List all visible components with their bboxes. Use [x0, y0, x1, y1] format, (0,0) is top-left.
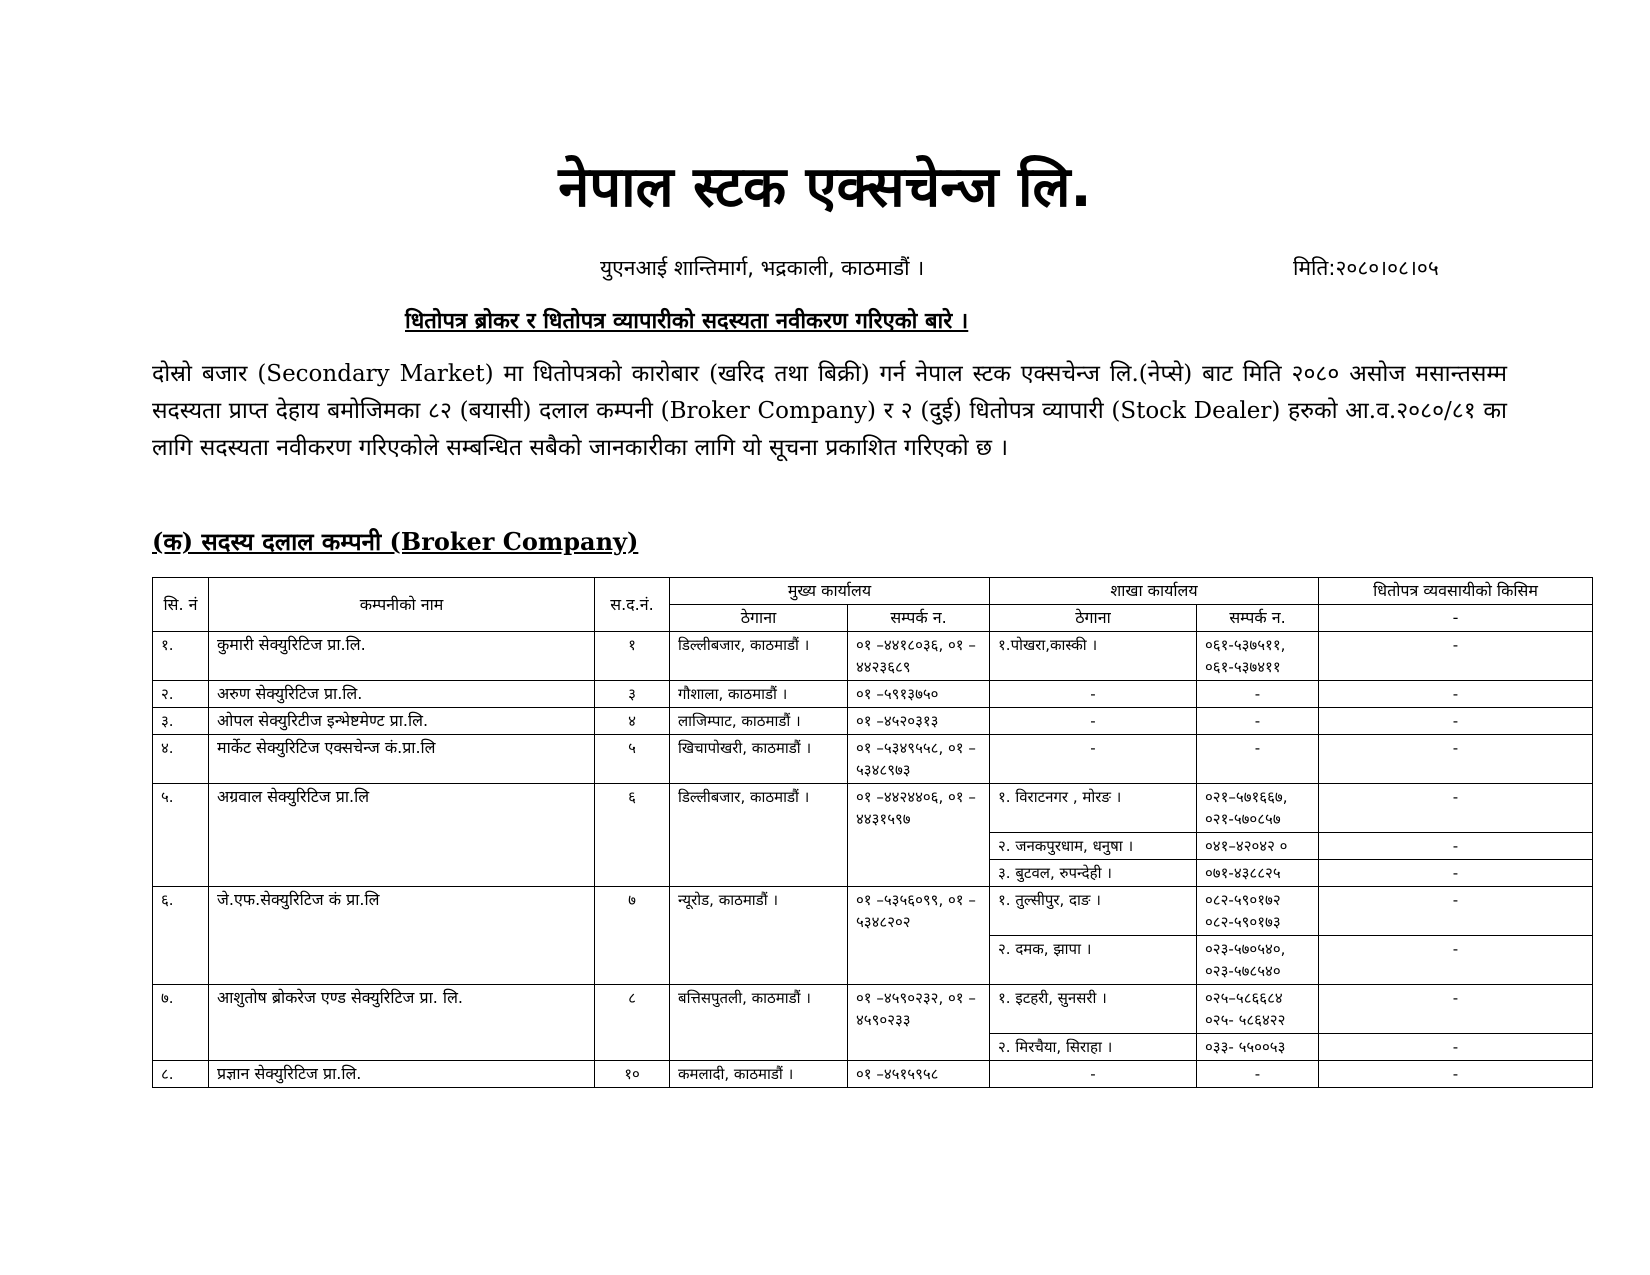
- cell-ho-address: लाजिम्पाट, काठमाडौं ।: [670, 708, 848, 735]
- cell-ho-contact: ०१ –४५१५९५८: [848, 1061, 990, 1088]
- cell-branch-contact: -: [1197, 1061, 1319, 1088]
- cell-branch-address: -: [990, 1061, 1197, 1088]
- cell-sn: १.: [153, 632, 209, 681]
- cell-sn: ८.: [153, 1061, 209, 1088]
- cell-branch-address: २. दमक, झापा ।: [990, 936, 1197, 985]
- cell-branch-contact: ०४१–४२०४२ ०: [1197, 833, 1319, 860]
- table-row: [153, 708, 1593, 735]
- table-row: [153, 681, 1593, 708]
- cell-business-type: -: [1319, 1034, 1593, 1061]
- cell-member-no: ३: [595, 681, 670, 708]
- cell-branch-address: -: [990, 681, 1197, 708]
- header-business-type: धितोपत्र व्यवसायीको किसिम: [1319, 578, 1593, 605]
- table-row: [153, 985, 1593, 1034]
- cell-branch-address: १. इटहरी, सुनसरी ।: [990, 985, 1197, 1034]
- cell-sn: ५.: [153, 784, 209, 887]
- cell-ho-contact: ०१ –५३५६०९९, ०१ –५३४८२०२: [848, 887, 990, 985]
- cell-business-type: -: [1319, 860, 1593, 887]
- cell-branch-address: १. विराटनगर , मोरङ ।: [990, 784, 1197, 833]
- notice-body: दोस्रो बजार (Secondary Market) मा धितोपत्रको कारोबार (खरिद तथा बिक्री) गर्न नेपाल स्टक एक्सचेन्ज लि.(नेप्से) बाट मिति २०८० असोज मसान्तसम्म सदस्यता प्राप्त देहाय बमोजिमका ८२ (बयासी) दलाल कम्पनी (Broker Company) र २ (दुई) धितोपत्र व्यापारी (Stock Dealer) हरुको आ.व.२०८०/८१ का लागि सदस्यता नवीकरण गरिएकोले सम्बन्धित सबैको जानकारीका लागि यो सूचना प्रकाशित गरिएको छ ।: [152, 361, 1507, 461]
- cell-branch-contact: ०२३-५७०५४०, ०२३-५७८५४०: [1197, 936, 1319, 985]
- cell-company-name: प्रज्ञान सेक्युरिटिज प्रा.लि.: [209, 1061, 595, 1088]
- cell-branch-address: १. तुल्सीपुर, दाङ ।: [990, 887, 1197, 936]
- header-branch-office: शाखा कार्यालय: [990, 578, 1319, 605]
- cell-ho-address: बत्तिसपुतली, काठमाडौं ।: [670, 985, 848, 1061]
- table-header-row: [153, 578, 1593, 605]
- cell-member-no: ६: [595, 784, 670, 887]
- section-heading: (क) सदस्य दलाल कम्पनी (Broker Company): [152, 527, 639, 556]
- cell-member-no: १: [595, 632, 670, 681]
- cell-ho-address: गौशाला, काठमाडौं ।: [670, 681, 848, 708]
- cell-ho-address: डिल्लीबजार, काठमाडौं ।: [670, 784, 848, 887]
- office-address: युएनआई शान्तिमार्ग, भद्रकाली, काठमाडौं ।: [600, 256, 925, 280]
- cell-branch-address: -: [990, 708, 1197, 735]
- notice-subject: धितोपत्र ब्रोकर र धितोपत्र व्यापारीको सदस्यता नवीकरण गरिएको बारे ।: [405, 309, 969, 334]
- cell-sn: ३.: [153, 708, 209, 735]
- cell-business-type: -: [1319, 681, 1593, 708]
- cell-company-name: मार्केट सेक्युरिटिज एक्सचेन्ज कं.प्रा.लि: [209, 735, 595, 784]
- cell-branch-contact: ०६१-५३७५११, ०६१-५३७४११: [1197, 632, 1319, 681]
- cell-ho-contact: ०१ –५३४९५५८, ०१ –५३४८९७३: [848, 735, 990, 784]
- cell-company-name: जे.एफ.सेक्युरिटिज कं प्रा.लि: [209, 887, 595, 985]
- cell-business-type: -: [1319, 784, 1593, 833]
- cell-business-type: -: [1319, 735, 1593, 784]
- cell-ho-address: कमलादी, काठमाडौं ।: [670, 1061, 848, 1088]
- table-body: [153, 632, 1593, 1088]
- header-head-office: मुख्य कार्यालय: [670, 578, 990, 605]
- header-ho-address: ठेगाना: [670, 605, 848, 632]
- cell-business-type: -: [1319, 887, 1593, 936]
- cell-member-no: ८: [595, 985, 670, 1061]
- header-branch-address: ठेगाना: [990, 605, 1197, 632]
- cell-business-type: -: [1319, 1061, 1593, 1088]
- cell-ho-address: खिचापोखरी, काठमाडौं ।: [670, 735, 848, 784]
- table-row: [153, 887, 1593, 936]
- header-ho-contact: सम्पर्क न.: [848, 605, 990, 632]
- cell-branch-contact: ०३३- ५५००५३: [1197, 1034, 1319, 1061]
- cell-ho-contact: ०१ –४५९०२३२, ०१ –४५९०२३३: [848, 985, 990, 1061]
- cell-company-name: आशुतोष ब्रोकरेज एण्ड सेक्युरिटिज प्रा. लि.: [209, 985, 595, 1061]
- cell-member-no: ५: [595, 735, 670, 784]
- table-row: [153, 784, 1593, 833]
- table-row: [153, 735, 1593, 784]
- cell-sn: ४.: [153, 735, 209, 784]
- cell-branch-address: -: [990, 735, 1197, 784]
- cell-sn: ७.: [153, 985, 209, 1061]
- cell-branch-address: १.पोखरा,कास्की ।: [990, 632, 1197, 681]
- table-row: [153, 632, 1593, 681]
- cell-ho-contact: ०१ –५९१३७५०: [848, 681, 990, 708]
- cell-ho-address: डिल्लीबजार, काठमाडौं ।: [670, 632, 848, 681]
- broker-table: [152, 577, 1593, 1088]
- cell-branch-contact: -: [1197, 735, 1319, 784]
- notice-date: मिति:२०८०।०८।०५: [1293, 256, 1439, 280]
- cell-business-type: -: [1319, 632, 1593, 681]
- cell-branch-contact: ०२१–५७१६६७, ०२१-५७०८५७: [1197, 784, 1319, 833]
- cell-company-name: अग्रवाल सेक्युरिटिज प्रा.लि: [209, 784, 595, 887]
- cell-company-name: अरुण सेक्युरिटिज प्रा.लि.: [209, 681, 595, 708]
- cell-branch-address: ३. बुटवल, रुपन्देही ।: [990, 860, 1197, 887]
- cell-ho-contact: ०१ –४५२०३१३: [848, 708, 990, 735]
- header-company-name: कम्पनीको नाम: [209, 578, 595, 632]
- table-row: [153, 1061, 1593, 1088]
- cell-company-name: कुमारी सेक्युरिटिज प्रा.लि.: [209, 632, 595, 681]
- page-title: नेपाल स्टक एक्सचेन्ज लि.: [558, 155, 1092, 220]
- cell-ho-address: न्यूरोड, काठमाडौं ।: [670, 887, 848, 985]
- cell-branch-address: २. जनकपुरधाम, धनुषा ।: [990, 833, 1197, 860]
- header-branch-contact: सम्पर्क न.: [1197, 605, 1319, 632]
- cell-company-name: ओपल सेक्युरिटीज इन्भेष्टमेण्ट प्रा.लि.: [209, 708, 595, 735]
- cell-business-type: -: [1319, 936, 1593, 985]
- header-member-no: स.द.नं.: [595, 578, 670, 632]
- cell-member-no: ४: [595, 708, 670, 735]
- header-type-value: -: [1319, 605, 1593, 632]
- cell-branch-contact: ०८२-५९०१७२ ०८२-५९०१७३: [1197, 887, 1319, 936]
- header-sn: सि. नं: [153, 578, 209, 632]
- cell-branch-address: २. मिरचैया, सिराहा ।: [990, 1034, 1197, 1061]
- cell-business-type: -: [1319, 708, 1593, 735]
- cell-member-no: ७: [595, 887, 670, 985]
- cell-ho-contact: ०१ –४४२४४०६, ०१ –४४३१५९७: [848, 784, 990, 887]
- cell-business-type: -: [1319, 985, 1593, 1034]
- cell-sn: २.: [153, 681, 209, 708]
- cell-business-type: -: [1319, 833, 1593, 860]
- cell-ho-contact: ०१ –४४१८०३६, ०१ –४४२३६८९: [848, 632, 990, 681]
- cell-branch-contact: -: [1197, 708, 1319, 735]
- cell-branch-contact: ०७१-४३८८२५: [1197, 860, 1319, 887]
- cell-member-no: १०: [595, 1061, 670, 1088]
- cell-sn: ६.: [153, 887, 209, 985]
- cell-branch-contact: -: [1197, 681, 1319, 708]
- cell-branch-contact: ०२५–५८६६८४ ०२५- ५८६४२२: [1197, 985, 1319, 1034]
